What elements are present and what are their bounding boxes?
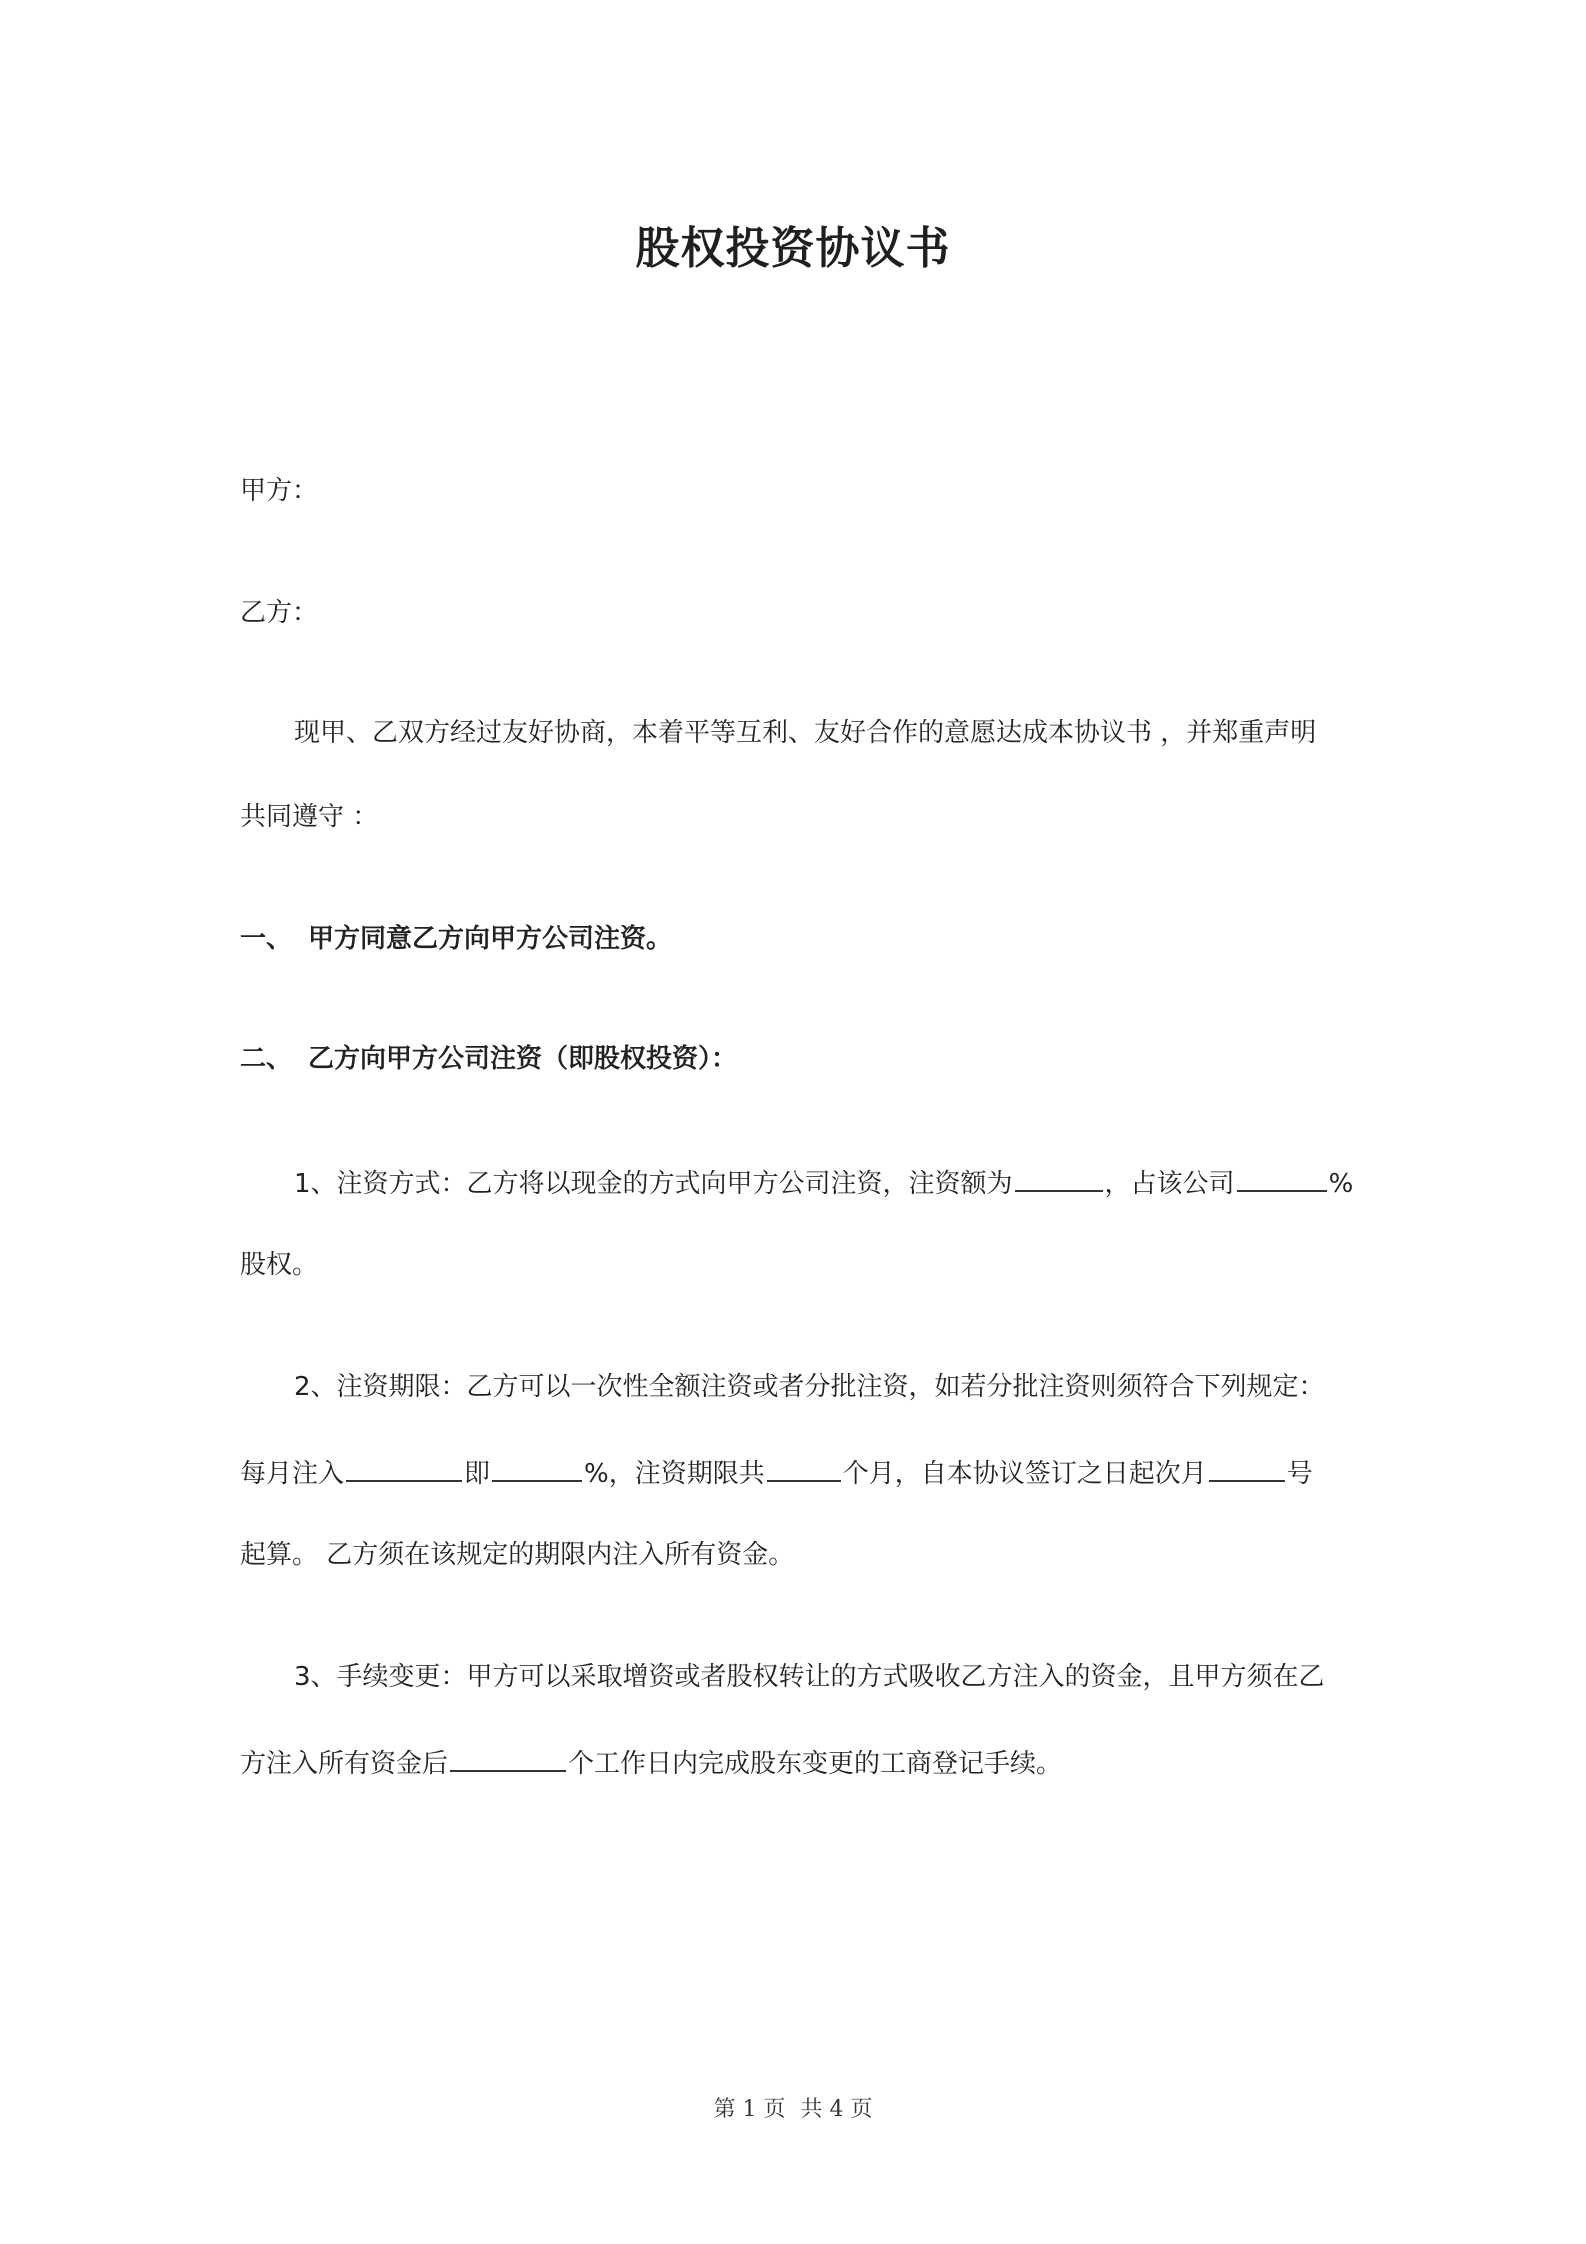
document-title: 股权投资协议书	[635, 223, 951, 274]
page-number: 第 1 页	[713, 2097, 786, 2122]
page-footer	[0, 2092, 1586, 2123]
equity-percent-blank[interactable]	[1237, 1164, 1327, 1192]
clause-3-text-b: 个工作日内完成股东变更的工商登记手续。	[568, 1749, 1063, 1779]
clause-2-line-1: 2、注资期限：乙方可以一次性全额注资或者分批注资，如若分批注资则须符合下列规定：	[294, 1372, 1325, 1402]
party-b-label: 乙方：	[240, 598, 319, 628]
monthly-percent-blank[interactable]	[492, 1454, 582, 1482]
section-2-number: 二、	[240, 1044, 293, 1074]
months-blank[interactable]	[767, 1454, 841, 1482]
clause-1-line-2: 股权。	[240, 1250, 319, 1280]
clause-1-text-a: 1、注资方式：乙方将以现金的方式向甲方公司注资，注资额为	[294, 1169, 1013, 1199]
clause-3-line-1: 3、手续变更：甲方可以采取增资或者股权转让的方式吸收乙方注入的资金，且甲方须在乙	[294, 1662, 1325, 1692]
clause-3-line-2	[240, 1744, 1062, 1781]
clause-2-line-2	[240, 1454, 1313, 1491]
section-1-number: 一、	[240, 924, 293, 954]
clause-1-text-c: %	[1328, 1169, 1354, 1199]
intro-line-2: 共同遵守 ：	[240, 802, 379, 832]
clause-3-text-a: 方注入所有资金后	[240, 1749, 449, 1779]
section-1	[240, 922, 672, 956]
page-total: 共 4 页	[800, 2097, 873, 2122]
clause-2-text-a: 每月注入	[240, 1459, 345, 1489]
start-day-blank[interactable]	[1209, 1454, 1285, 1482]
working-days-blank[interactable]	[450, 1744, 566, 1772]
clause-2-text-e: 号	[1286, 1459, 1313, 1489]
party-a-label: 甲方：	[240, 476, 319, 506]
section-1-text: 甲方同意乙方向甲方公司注资。	[308, 924, 673, 954]
section-2-text: 乙方向甲方公司注资（即股权投资）：	[308, 1044, 738, 1074]
monthly-amount-blank[interactable]	[346, 1454, 462, 1482]
clause-1-line-1	[294, 1164, 1353, 1201]
investment-amount-blank[interactable]	[1015, 1164, 1103, 1192]
clause-1-text-b: ，占该公司	[1104, 1169, 1235, 1199]
clause-2-text-c: %，注资期限共	[584, 1459, 765, 1489]
intro-line-1: 现甲、乙双方经过友好协商，本着平等互利、友好合作的意愿达成本协议书 ，并郑重声明	[294, 718, 1317, 748]
clause-2-text-d: 个月，自本协议签订之日起次月	[842, 1459, 1207, 1489]
section-2	[240, 1042, 737, 1076]
clause-2-text-b: 即	[464, 1459, 491, 1489]
clause-2-line-3: 起算。 乙方须在该规定的期限内注入所有资金。	[240, 1540, 795, 1570]
